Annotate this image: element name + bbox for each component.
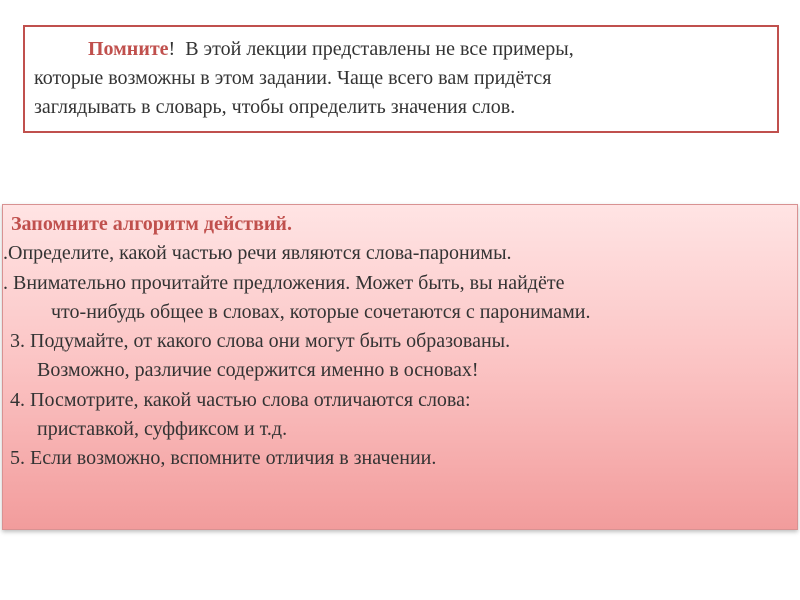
reminder-line-2: которые возможны в этом задании. Чаще всего вам придётся [34,67,552,89]
algorithm-box [2,204,798,530]
algorithm-step-2-continued: что-нибудь общее в словах, которые сочетаются с паронимами. [51,300,591,323]
reminder-line-3: заглядывать в словарь, чтобы определить значения слов. [34,96,516,118]
reminder-box [23,25,779,133]
reminder-emphasis: Помните [88,38,169,60]
algorithm-title: Запомните алгоритм действий. [11,213,292,235]
algorithm-step-5: 5. Если возможно, вспомните отличия в значении. [10,447,437,470]
reminder-line-1: В этой лекции представлены не все примеры, [175,38,574,60]
algorithm-step-3: 3. Подумайте, от какого слова они могут быть образованы. [10,330,511,353]
algorithm-step-4: 4. Посмотрите, какой частью слова отличаются слова: [10,388,471,411]
reminder-paragraph [34,35,767,64]
algorithm-step-1: .Определите, какой частью речи являются слова-паронимы. [3,242,512,265]
algorithm-step-3-continued: Возможно, различие содержится именно в основах! [37,359,479,382]
algorithm-step-4-continued: приставкой, суффиксом и т.д. [37,418,288,441]
reminder-exclamation: ! [168,38,176,60]
algorithm-step-2: . Внимательно прочитайте предложения. Может быть, вы найдёте [3,271,565,294]
